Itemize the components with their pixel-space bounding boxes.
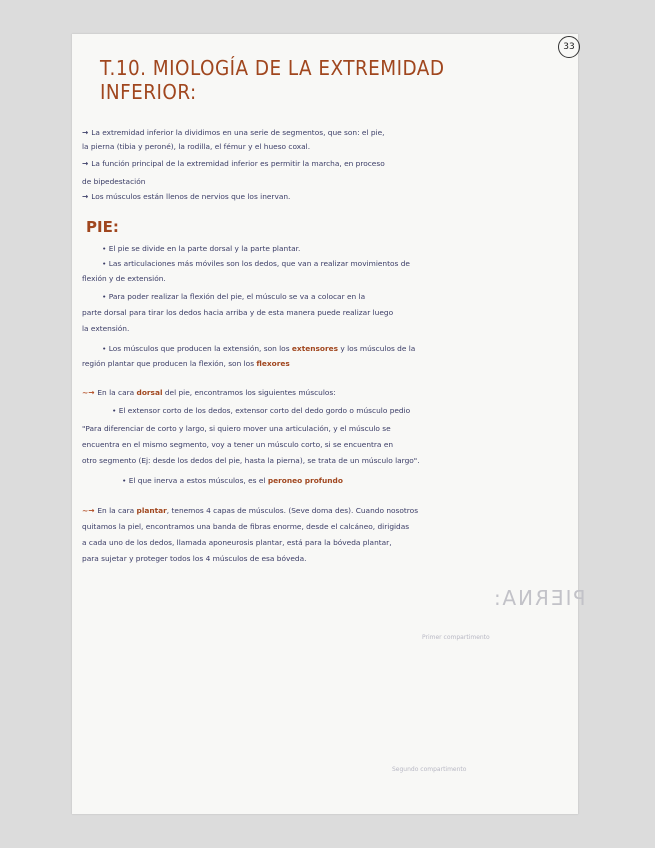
dorsal-line: • El extensor corto de los dedos, extensor corto del dedo gordo o músculo pedio (112, 406, 411, 415)
squiggle-arrow-icon: ~→ (82, 388, 95, 397)
ghost-text: Segundo compartimento (392, 766, 467, 773)
highlight-term: flexores (256, 359, 290, 368)
intro-line: → Los músculos están llenos de nervios que los inervan. (82, 192, 291, 201)
page-title-line1: T.10. MIOLOGÍA DE LA EXTREMIDAD (100, 56, 445, 80)
squiggle-arrow-icon: ~→ (82, 506, 95, 515)
section-heading-pie: PIE: (86, 218, 119, 236)
pie-bullet: • Las articulaciones más móviles son los dedos, que van a realizar movimientos de (102, 259, 410, 268)
dorsal-line: "Para diferenciar de corto y largo, si quiero mover una articulación, y el músculo se (82, 424, 391, 433)
intro-line: → La función principal de la extremidad inferior es permitir la marcha, en proceso (82, 159, 385, 168)
ghost-heading: PIERNA: (492, 586, 586, 610)
dorsal-intro: ~→ En la cara dorsal del pie, encontramos los siguientes músculos: (82, 388, 336, 397)
pie-bullet: • Los músculos que producen la extensión, son los extensores y los músculos de la (102, 344, 416, 353)
dorsal-line: • El que inerva a estos músculos, es el peroneo profundo (122, 476, 343, 485)
page-number: 33 (558, 36, 580, 58)
arrow-icon: → (82, 128, 89, 137)
notebook-page (72, 34, 586, 814)
plantar-intro: ~→ En la cara plantar, tenemos 4 capas de músculos. (Seve doma des). Cuando nosotros (82, 506, 419, 515)
highlight-term: plantar (136, 506, 167, 515)
plantar-line: para sujetar y proteger todos los 4 músculos de esa bóveda. (82, 554, 307, 563)
arrow-icon: → (82, 159, 89, 168)
intro-line: de bipedestación (82, 177, 146, 186)
dorsal-line: encuentra en el mismo segmento, voy a tener un músculo corto, si se encuentra en (82, 440, 394, 449)
page-title-line2: INFERIOR: (100, 80, 197, 104)
plantar-line: a cada uno de los dedos, llamada aponeurosis plantar, está para la bóveda plantar, (82, 538, 392, 547)
ghost-text: Primer compartimento (422, 634, 490, 641)
pie-line: la extensión. (82, 324, 130, 333)
highlight-term: extensores (291, 344, 339, 353)
pie-line: parte dorsal para tirar los dedos hacia arriba y de esta manera puede realizar luego (82, 308, 394, 317)
pie-line: región plantar que producen la flexión, son los flexores (82, 359, 290, 368)
highlight-term: dorsal (136, 388, 163, 397)
intro-line: la pierna (tibia y peroné), la rodilla, el fémur y el hueso coxal. (82, 142, 311, 151)
pie-bullet: • El pie se divide en la parte dorsal y la parte plantar. (102, 244, 301, 253)
highlight-term: peroneo profundo (267, 476, 343, 485)
arrow-icon: → (82, 192, 89, 201)
pie-bullet: • Para poder realizar la flexión del pie, el músculo se va a colocar en la (102, 292, 366, 301)
plantar-line: quitamos la piel, encontramos una banda de fibras enorme, desde el calcáneo, dirigidas (82, 522, 410, 531)
dorsal-line: otro segmento (Ej: desde los dedos del pie, hasta la pierna), se trata de un músculo largo". (82, 456, 420, 465)
intro-line: → La extremidad inferior la dividimos en una serie de segmentos, que son: el pie, (82, 128, 385, 137)
pie-line: flexión y de extensión. (82, 274, 166, 283)
